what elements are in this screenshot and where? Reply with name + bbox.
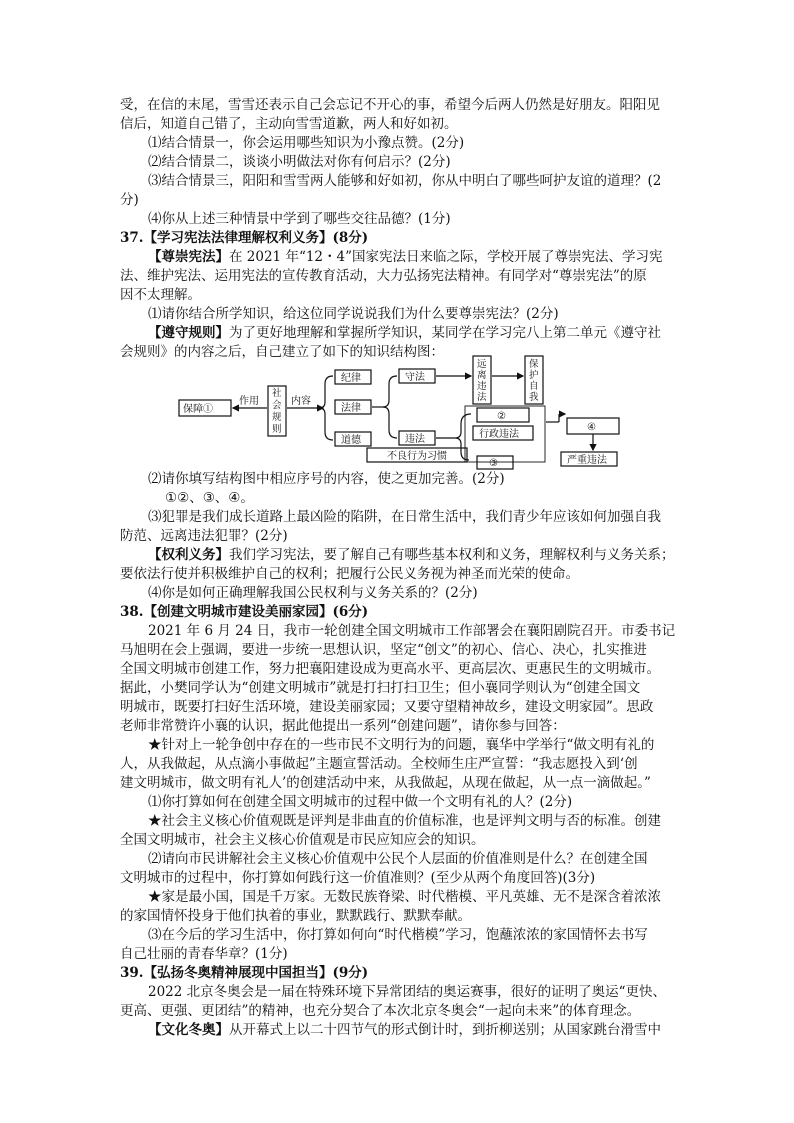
- label-buliang: 不良行为习惯: [387, 451, 447, 462]
- label-falv: 法律: [341, 403, 361, 414]
- question-39-title: 39.【弘扬冬奥精神展现中国担当】(9分): [120, 965, 369, 981]
- paragraph-line: 更高、更强、更团结”的精神，也充分契合了本次北京冬奥会“一起向未来”的体育理念。: [120, 1003, 641, 1019]
- question-37-3-cont: 防范、远离违法犯罪？(2分): [120, 528, 288, 544]
- label-yanzhongweifa: 严重违法: [567, 455, 607, 466]
- label-yuanli-2: 离: [477, 370, 487, 381]
- question-37-title: 37.【学习宪法法律理解权利义务】(8分): [120, 230, 369, 246]
- question-38-3: ⑶在今后的学习生活中，你打算如何向“时代楷模”学习，饱蘸浓浓的家国情怀去书写: [148, 927, 648, 943]
- text-line: 信后，知道自己错了，主动向雪雪道歉，两人和好如初。: [120, 116, 458, 132]
- paragraph-line: ★社会主义核心价值观既是评判是非曲直的价值标准，也是评判文明与否的标准。创建: [148, 813, 661, 829]
- section-tag: 【尊崇宪法】: [148, 249, 229, 265]
- label-shoufa: 守法: [405, 372, 425, 383]
- text-line: 受，在信的末尾，雪雪还表示自己会忘记不开心的事，希望今后两人仍然是好朋友。阳阳见: [120, 97, 660, 113]
- label-baohu-2: 护: [529, 370, 539, 381]
- label-shehui-2: 会: [272, 400, 282, 411]
- label-weifa: 违法: [405, 434, 425, 445]
- label-2: ②: [497, 411, 506, 422]
- paragraph-line: 全国文明城市创建工作，努力把襄阳建设成为更高水平、更高层次、更惠民生的文明城市。: [120, 661, 660, 677]
- question-38-title: 38.【创建文明城市建设美丽家园】(6分): [120, 604, 369, 620]
- paragraph-line: 人，从我做起，从点滴小事做起”主题宣誓活动。全校师生庄严宣誓：“我志愿投入到‘创: [120, 756, 638, 772]
- paragraph-line: ★针对上一轮争创中存在的一些市民不文明行为的问题，襄华中学举行“做文明有礼的: [148, 737, 655, 753]
- question-37-1: ⑴请你结合所学知识，给这位同学说说我们为什么要尊崇宪法？(2分): [148, 306, 559, 322]
- label-4: ④: [587, 422, 596, 433]
- label-shehui-1: 社: [272, 388, 282, 399]
- paragraph-line: 2021 年 6 月 24 日，我市一轮创建全国文明城市工作部署会在襄阳剧院召开。市委书记: [148, 623, 676, 639]
- question-36-4: ⑷你从上述三种情景中学到了哪些交往品德？(1分): [148, 211, 451, 227]
- label-neirong: 内容: [291, 396, 311, 407]
- question-37-4: ⑷你是如何正确理解我国公民权利与义务关系的？(2分): [148, 585, 478, 601]
- question-37-2: ⑵请你填写结构图中相应序号的内容，使之更加完善。(2分): [148, 471, 505, 487]
- paragraph-line: 因不太理解。: [120, 287, 201, 303]
- knowledge-structure-diagram: [175, 352, 625, 470]
- label-baohu-1: 保: [529, 359, 539, 370]
- paragraph-line: ★家是最小国，国是千万家。无数民族脊梁、时代楷模、平凡英雄、无不是深含着浓浓: [148, 889, 661, 905]
- question-38-1: ⑴你打算如何在创建全国文明城市的过程中做一个文明有礼的人？(2分): [148, 794, 573, 810]
- paragraph-line: 要依法行使并积极维护自己的权利；把履行公民义务视为神圣而光荣的使命。: [120, 566, 579, 582]
- diagram-svg: [175, 352, 625, 470]
- label-xingzhengweifa: 行政违法: [479, 429, 519, 440]
- paragraph-text: 为了更好地理解和掌握所学知识，某同学在学习完八上第二单元《遵守社: [229, 325, 661, 341]
- label-yuanli-3: 违: [477, 381, 487, 392]
- paragraph-line: 的家国情怀投身于他们执着的事业，默默践行、默默奉献。: [120, 908, 471, 924]
- paragraph-text: 我们学习宪法，要了解自己有哪些基本权利和义务，理解权利与义务关系；: [229, 547, 675, 563]
- paragraph-line: 据此，小樊同学认为“创建文明城市”就是打扫打扫卫生；但小襄同学则认为“创建全国文: [120, 680, 641, 696]
- paragraph-line: [148, 546, 708, 564]
- question-36-1: ⑴结合情景一，你会运用哪些知识为小豫点赞。(2分): [148, 135, 465, 151]
- paragraph-line: 建文明城市，做文明有礼人’的创建活动中来，从我做起，从现在做起，从一点一滴做起。”: [120, 775, 651, 791]
- label-shehui-3: 规: [272, 412, 282, 423]
- question-38-3-cont: 自己壮丽的青春华章？(1分): [120, 946, 288, 962]
- paragraph-line: 全国文明城市，社会主义核心价值观是市民应知应会的知识。: [120, 832, 485, 848]
- section-tag: 【权利义务】: [148, 547, 229, 563]
- paragraph-line: 马旭明在会上强调，要进一步统一思想认识，坚定“创文”的初心、信心、决心，扎实推进: [120, 642, 647, 658]
- section-tag: 【文化冬奥】: [148, 1022, 229, 1038]
- question-36-3: ⑶结合情景三，阳阳和雪雪两人能够和好如初，你从中明白了哪些呵护友谊的道理？(2: [148, 173, 662, 189]
- label-zuoyong: 作用: [239, 396, 259, 407]
- label-yuanli-1: 远: [477, 359, 487, 370]
- label-jilv: 纪律: [341, 373, 361, 384]
- paragraph-line: [148, 324, 708, 342]
- section-tag: 【遵守规则】: [148, 325, 229, 341]
- answer-blank: ①②、③、④。: [165, 490, 254, 506]
- question-37-3: ⑶犯罪是我们成长道路上最凶险的陷阱，在日常生活中，我们青少年应该如何加强自我: [148, 509, 661, 525]
- question-38-2: ⑵请向市民讲解社会主义核心价值观中公民个人层面的价值准则是什么？在创建全国: [148, 851, 648, 867]
- paragraph-line: 老师非常赞许小襄的认识，据此他提出一系列“创建问题”，请你参与回答：: [120, 718, 566, 734]
- paragraph-line: 明城市，既要打扫好生活环境，建设美丽家园；又要守望精神故乡，建设文明家园”。思政: [120, 699, 654, 715]
- label-shehui-4: 则: [272, 424, 282, 435]
- label-yuanli-4: 法: [477, 392, 487, 403]
- question-38-2-cont: 文明城市的过程中，你打算如何践行这一价值准则？(至少从两个角度回答)(3分): [120, 870, 596, 886]
- paragraph-line: 2022 北京冬奥会是一届在特殊环境下异常团结的奥运赛事，很好的证明了奥运“更快、: [148, 984, 667, 1000]
- paragraph-line: 法、维护宪法、运用宪法的宣传教育活动，大力弘扬宪法精神。有同学对“尊崇宪法”的原: [120, 268, 647, 284]
- paragraph-line: [148, 248, 708, 266]
- question-36-2: ⑵结合情景二，谈谈小明做法对你有何启示？(2分): [148, 154, 451, 170]
- label-3: ③: [489, 458, 498, 469]
- label-baohu-3: 自: [529, 381, 539, 392]
- paragraph-line: [148, 1021, 708, 1039]
- label-baohu-4: 我: [529, 392, 539, 403]
- paragraph-text: 从开幕式上以二十四节气的形式倒计时，到折柳送别；从国家跳台滑雪中: [229, 1022, 661, 1038]
- label-daode: 道德: [341, 435, 361, 446]
- paragraph-text: 在 2021 年“12・4”国家宪法日来临之际，学校开展了尊崇宪法、学习宪: [229, 249, 663, 265]
- text-line: 分): [120, 192, 139, 208]
- paragraph-line: 会规则》的内容之后，自己建立了如下的知识结构图：: [120, 344, 444, 360]
- label-baozhang: 保障①: [183, 404, 213, 415]
